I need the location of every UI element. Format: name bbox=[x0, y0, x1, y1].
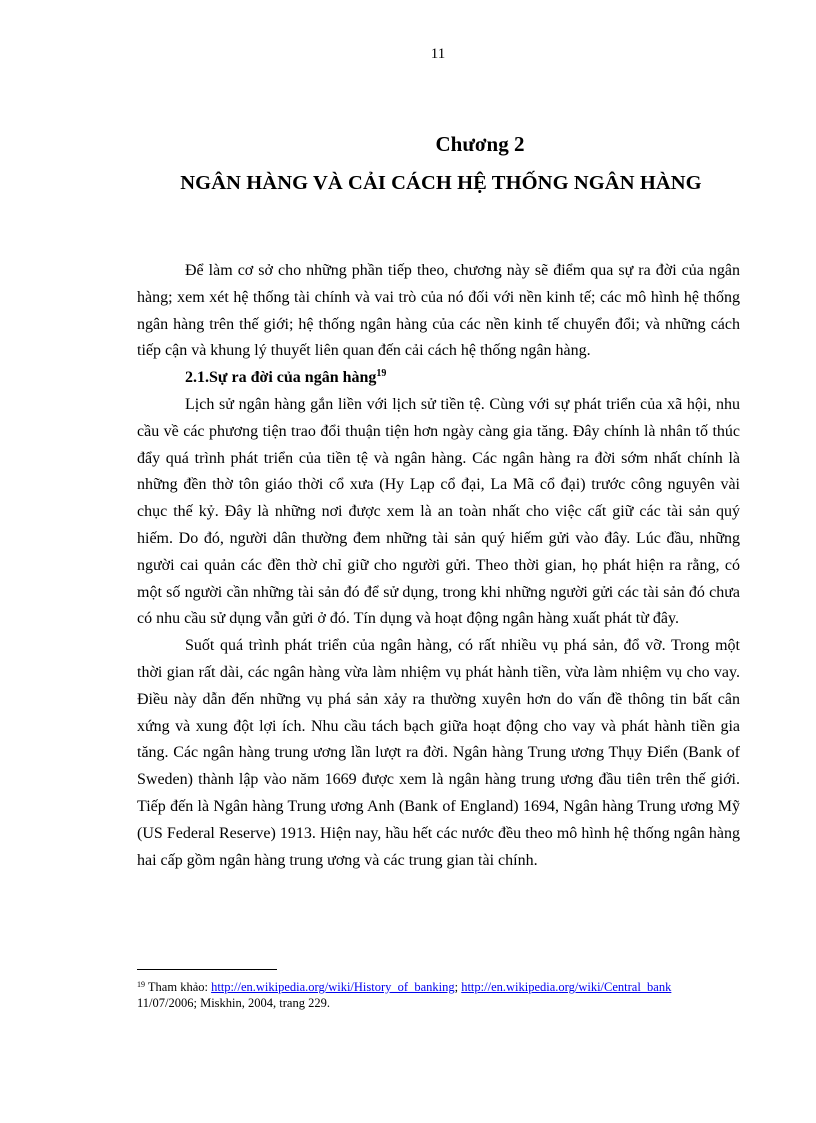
footnote bbox=[137, 979, 740, 1011]
footnote-link-history-of-banking[interactable]: http://en.wikipedia.org/wiki/History_of_banking bbox=[211, 980, 455, 994]
body-text bbox=[137, 258, 740, 874]
chapter-heading: Chương 2 bbox=[435, 132, 525, 156]
body-paragraph: Lịch sử ngân hàng gắn liền với lịch sử tiền tệ. Cùng với sự phát triển của xã hội, nhu cầu về các phương tiện trao đổi thuận tiện hơn ngày càng gia tăng. Đây chính là nhân tố thúc đẩy quá trình phát triển của tiền tệ và ngân hàng. Các ngân hàng ra đời sớm nhất chính là những đền thờ tôn giáo thời cổ xưa (Hy Lạp cổ đại, La Mã cổ đại) trước công nguyên vài chục thế kỷ. Đây là những nơi được xem là an toàn nhất cho việc cất giữ các tài sản quý hiếm. Do đó, người dân thường đem những tài sản quý hiếm gửi vào đây. Lúc đầu, những người cai quản các đền thờ chỉ giữ cho người gửi. Theo thời gian, họ phát hiện ra rằng, có một số người cần những tài sản đó để sử dụng, trong khi những người gửi các tài sản đó chưa có nhu cầu sử dụng vẫn gửi ở đó. Tín dụng và hoạt động ngân hàng xuất phát từ đây. bbox=[137, 395, 740, 628]
footnote-separator: ; bbox=[454, 980, 459, 994]
footnote-reference[interactable]: 19 bbox=[376, 368, 387, 380]
section-heading bbox=[137, 365, 740, 392]
footnote-link-central-bank[interactable]: http://en.wikipedia.org/wiki/Central_bank bbox=[461, 980, 672, 994]
footnote-divider bbox=[137, 969, 277, 970]
intro-paragraph: Để làm cơ sở cho những phần tiếp theo, chương này sẽ điểm qua sự ra đời của ngân hàng; xem xét hệ thống tài chính và vai trò của nó đối với nền kinh tế; các mô hình hệ thống ngân hàng trên thế giới; hệ thống ngân hàng của các nền kinh tế chuyển đổi; và những cách tiếp cận và khung lý thuyết liên quan đến cải cách hệ thống ngân hàng. bbox=[137, 262, 740, 360]
section-heading-text: 2.1.Sự ra đời của ngân hàng bbox=[185, 369, 377, 387]
chapter-title: NGÂN HÀNG VÀ CẢI CÁCH HỆ THỐNG NGÂN HÀNG bbox=[180, 172, 702, 194]
footnote-prefix: Tham khảo: bbox=[147, 980, 208, 994]
footnote-marker: 19 bbox=[137, 980, 145, 989]
footnote-suffix: 11/07/2006; Miskhin, 2004, trang 229. bbox=[137, 996, 330, 1010]
body-paragraph: Suốt quá trình phát triển của ngân hàng, có rất nhiều vụ phá sản, đổ vỡ. Trong một thời gian rất dài, các ngân hàng vừa làm nhiệm vụ phát hành tiền, vừa làm nhiệm vụ cho vay. Điều này dẫn đến những vụ phá sản xảy ra thường xuyên hơn do vấn đề thông tin bất cân xứng và xung đột lợi ích. Nhu cầu tách bạch giữa hoạt động cho vay và phát hành tiền gia tăng. Các ngân hàng trung ương lần lượt ra đời. Ngân hàng Trung ương Thụy Điển (Bank of Sweden) thành lập vào năm 1669 được xem là ngân hàng trung ương đầu tiên trên thế giới. Tiếp đến là Ngân hàng Trung ương Anh (Bank of England) 1694, Ngân hàng Trung ương Mỹ (US Federal Reserve) 1913. Hiện nay, hầu hết các nước đều theo mô hình hệ thống ngân hàng hai cấp gồm ngân hàng trung ương và các trung gian tài chính. bbox=[137, 637, 740, 869]
page-number: 11 bbox=[430, 46, 446, 62]
